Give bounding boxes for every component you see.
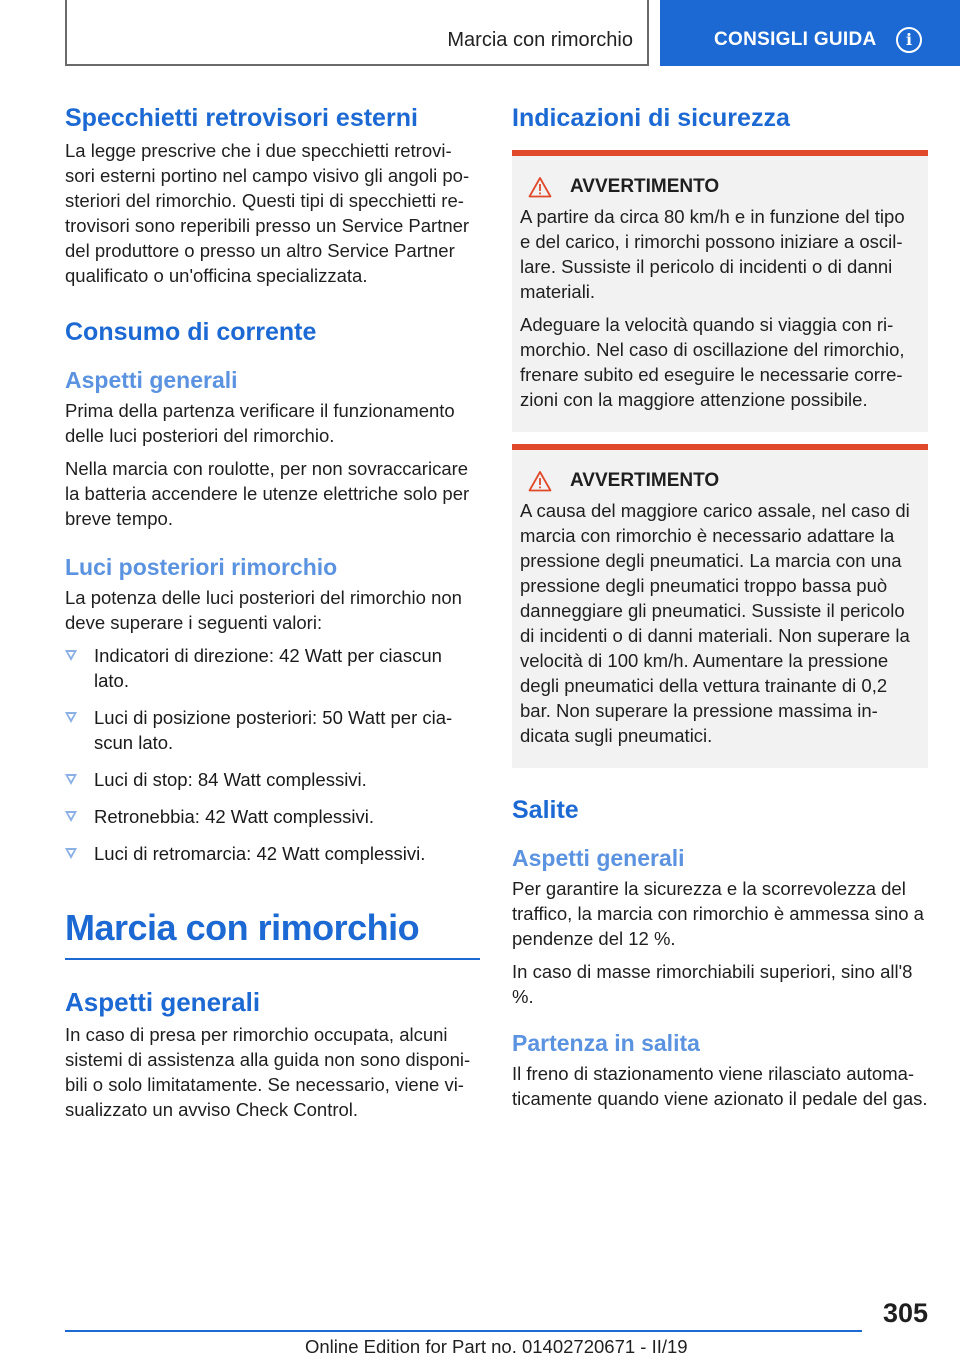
tail-lights-text: La potenza delle luci posteriori del rimorchio non deve superare i seguenti valori: — [65, 587, 462, 633]
section-tab[interactable] — [660, 0, 960, 66]
info-icon[interactable]: i — [896, 27, 922, 53]
section-tab-label: CONSIGLI GUIDA — [714, 29, 877, 50]
edition-text: Online Edition for Part no. 01402720671 - II/19 — [305, 1336, 688, 1357]
list-item: Luci di retromarcia: 42 Watt complessivi. — [65, 841, 480, 866]
towing-heading-block — [65, 902, 480, 960]
header-chapter-box — [65, 0, 649, 66]
hill-start-heading: Partenza in salita — [512, 1030, 700, 1056]
tail-lights-heading: Luci posteriori rimorchio — [65, 554, 338, 580]
hill-start-text: Il freno di stazionamento viene rilasciato automa-ticamente quando viene azionato il pedale del gas. — [512, 1063, 928, 1109]
power-general-p1: Prima della partenza verificare il funzionamento delle luci posteriori del rimorchio. — [65, 400, 455, 446]
power-general-p2: Nella marcia con roulotte, per non sovraccaricare la batteria accendere le utenze elettriche solo per breve tempo. — [65, 458, 470, 529]
list-item: Retronebbia: 42 Watt complessivi. — [65, 804, 480, 829]
hills-heading: Salite — [512, 796, 579, 824]
triangle-bullet-icon — [65, 650, 77, 661]
power-general-heading: Aspetti generali — [65, 367, 238, 393]
warning-1-p1: A partire da circa 80 km/h e in funzione del tipo e del carico, i rimorchi possono iniziare a oscil-lare. Sussiste il pericolo di incidenti o di danni materiali. — [520, 206, 905, 302]
mirrors-text: La legge prescrive che i due specchietti retrovi-sori esterni portino nel campo visivo gli angoli po-steriori del rimorchio. Questi tipi di specchietti re-trovisori sono reperibili presso un Service Partner del produttore o presso un altro Service Partner qualificato o un'officina specializzata. — [65, 140, 470, 286]
chapter-title: Marcia con rimorchio — [447, 29, 633, 51]
warning-title: AVVERTIMENTO — [570, 470, 720, 491]
safety-heading: Indicazioni di sicurezza — [512, 104, 790, 132]
warning-1-p2: Adeguare la velocità quando si viaggia con ri-morchio. Nel caso di oscillazione del rimorchio, frenare subito ed eseguire le necessarie corre-zioni con la maggiore attenzione possibile. — [520, 314, 905, 410]
footer-rule — [65, 1330, 862, 1332]
page-number: 305 — [882, 1298, 928, 1328]
hills-general-p1: Per garantire la sicurezza e la scorrevolezza del traffico, la marcia con rimorchio è ammessa sino a pendenze del 12 %. — [512, 878, 924, 949]
towing-heading: Marcia con rimorchio — [65, 907, 420, 948]
list-item: Indicatori di direzione: 42 Watt per ciascun lato. — [65, 643, 480, 693]
tail-lights-list — [65, 643, 480, 866]
left-column — [65, 100, 480, 1122]
list-item: Luci di stop: 84 Watt complessivi. — [65, 767, 480, 792]
triangle-bullet-icon — [65, 712, 77, 723]
hills-general-heading: Aspetti generali — [512, 845, 685, 871]
warning-header — [528, 470, 918, 492]
towing-general-heading: Aspetti generali — [65, 987, 261, 1017]
warning-triangle-icon — [528, 470, 552, 492]
hills-general-p2: In caso di masse rimorchiabili superiori, sino all'8 %. — [512, 961, 913, 1007]
warning-box-2 — [512, 444, 928, 768]
list-item: Luci di posizione posteriori: 50 Watt per cia-scun lato. — [65, 705, 480, 755]
triangle-bullet-icon — [65, 811, 77, 822]
warning-header — [528, 176, 918, 198]
warning-triangle-icon — [528, 176, 552, 198]
warning-2-p1: A causa del maggiore carico assale, nel caso di marcia con rimorchio è necessario adattare la pressione degli pneumatici. La marcia con una pressione degli pneumatici troppo bassa può danneggiare gli pneumatici. Sussiste il pericolo di incidenti o di danni materiali. Non superare la velocità di 100 km/h. Aumentare la pressione degli pneumatici della vettura trainante di 0,2 bar. Non superare la pressione massima in-dicata sugli pneumatici. — [520, 500, 910, 746]
right-column — [512, 100, 928, 1111]
mirrors-heading: Specchietti retrovisori esterni — [65, 104, 418, 132]
warning-title: AVVERTIMENTO — [570, 176, 720, 197]
triangle-bullet-icon — [65, 774, 77, 785]
towing-general-text: In caso di presa per rimorchio occupata, alcuni sistemi di assistenza alla guida non sono disponi-bili o solo limitatamente. Se necessario, viene vi-sualizzato un avviso Check Control. — [65, 1024, 471, 1120]
power-heading: Consumo di corrente — [65, 318, 317, 346]
warning-box-1 — [512, 150, 928, 432]
triangle-bullet-icon — [65, 848, 77, 859]
